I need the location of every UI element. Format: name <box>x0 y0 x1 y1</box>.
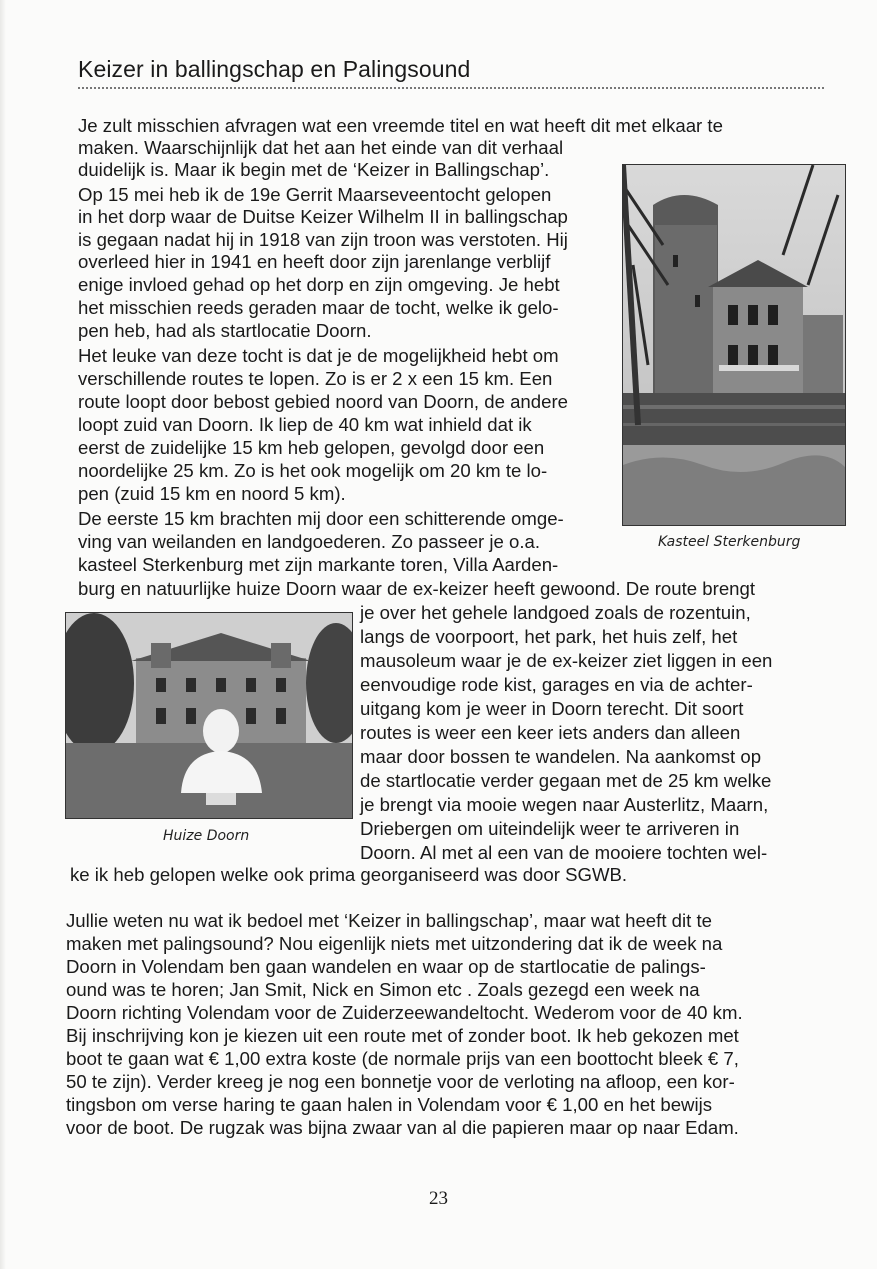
text-line: in het dorp waar de Duitse Keizer Wilhelm II in ballingschap <box>78 206 568 227</box>
page-header <box>78 56 824 89</box>
huize-doorn-photo <box>65 612 353 819</box>
text-line: loopt zuid van Doorn. Ik liep de 40 km wat inhield dat ik <box>78 414 532 435</box>
text-line: Op 15 mei heb ik de 19e Gerrit Maarseveentocht gelopen <box>78 184 552 205</box>
page-edge <box>0 0 6 1269</box>
page-number: 23 <box>429 1188 448 1209</box>
text-line: het misschien reeds geraden maar de tocht, welke ik gelo- <box>78 297 559 318</box>
text-line: Driebergen om uiteindelijk weer te arriveren in <box>360 818 740 839</box>
house-illustration <box>66 613 352 818</box>
text-line: enige invloed gehad op het dorp en zijn omgeving. Je hebt <box>78 274 560 295</box>
text-line: burg en natuurlijke huize Doorn waar de ex-keizer heeft gewoond. De route brengt <box>78 578 756 599</box>
text-line: boot te gaan wat € 1,00 extra koste (de normale prijs van een boottocht bleek € 7, <box>66 1048 739 1069</box>
text-line: je brengt via mooie wegen naar Austerlitz, Maarn, <box>360 794 769 815</box>
text-line: De eerste 15 km brachten mij door een schitterende omge- <box>78 508 564 529</box>
text-line: ound was te horen; Jan Smit, Nick en Simon etc . Zoals gezegd een week na <box>66 979 700 1000</box>
text-line: ving van weilanden en landgoederen. Zo passeer je o.a. <box>78 531 541 552</box>
text-line: maar door bossen te wandelen. Na aankomst op <box>360 746 762 767</box>
text-line: routes is weer een keer iets anders dan alleen <box>360 722 741 743</box>
text-line: tingsbon om verse haring te gaan halen in Volendam voor € 1,00 en het bewijs <box>66 1094 713 1115</box>
text-line: Bij inschrijving kon je kiezen uit een route met of zonder boot. Ik heb gekozen met <box>66 1025 739 1046</box>
text-line: Jullie weten nu wat ik bedoel met ‘Keizer in ballingschap’, maar wat heeft dit te <box>66 910 712 931</box>
castle-caption: Kasteel Sterkenburg <box>658 534 801 550</box>
text-line: voor de boot. De rugzak was bijna zwaar van al die papieren maar op naar Edam. <box>66 1117 739 1138</box>
text-line: Doorn in Volendam ben gaan wandelen en waar op de startlocatie de palings- <box>66 956 706 977</box>
text-line: route loopt door bebost gebied noord van Doorn, de andere <box>78 391 568 412</box>
text-line: Het leuke van deze tocht is dat je de mogelijkheid hebt om <box>78 345 559 366</box>
text-line: pen (zuid 15 km en noord 5 km). <box>78 483 346 504</box>
text-line: kasteel Sterkenburg met zijn markante toren, Villa Aarden- <box>78 554 559 575</box>
text-line: 50 te zijn). Verder kreeg je nog een bonnetje voor de verloting na afloop, een kor- <box>66 1071 735 1092</box>
castle-illustration <box>623 165 845 525</box>
text-line: pen heb, had als startlocatie Doorn. <box>78 320 372 341</box>
text-line: duidelijk is. Maar ik begin met de ‘Keizer in Ballingschap’. <box>78 159 550 180</box>
text-line: overleed hier in 1941 en heeft door zijn jarenlange verblijf <box>78 251 551 272</box>
text-line: langs de voorpoort, het park, het huis zelf, het <box>360 626 738 647</box>
house-caption: Huize Doorn <box>163 828 250 844</box>
article-title: Keizer in ballingschap en Palingsound <box>78 56 471 82</box>
text-line: maken met palingsound? Nou eigenlijk niets met uitzondering dat ik de week na <box>66 933 723 954</box>
text-line: Je zult misschien afvragen wat een vreemde titel en wat heeft dit met elkaar te <box>78 115 723 136</box>
text-line: je over het gehele landgoed zoals de rozentuin, <box>360 602 751 623</box>
text-line: Doorn richting Volendam voor de Zuiderzeewandeltocht. Wederom voor de 40 km. <box>66 1002 743 1023</box>
text-line: ke ik heb gelopen welke ook prima georganiseerd was door SGWB. <box>70 864 628 885</box>
text-line: verschillende routes te lopen. Zo is er 2 x een 15 km. Een <box>78 368 553 389</box>
text-line: mausoleum waar je de ex-keizer ziet liggen in een <box>360 650 773 671</box>
castle-photo <box>622 164 846 526</box>
text-line: de startlocatie verder gegaan met de 25 km welke <box>360 770 772 791</box>
text-line: is gegaan nadat hij in 1918 van zijn troon was verstoten. Hij <box>78 229 568 250</box>
text-line: uitgang kom je weer in Doorn terecht. Dit soort <box>360 698 744 719</box>
text-line: eerst de zuidelijke 15 km heb gelopen, gevolgd door een <box>78 437 545 458</box>
text-line: maken. Waarschijnlijk dat het aan het einde van dit verhaal <box>78 137 564 158</box>
text-line: Doorn. Al met al een van de mooiere tochten wel- <box>360 842 768 863</box>
text-line: noordelijke 25 km. Zo is het ook mogelijk om 20 km te lo- <box>78 460 548 481</box>
text-line: eenvoudige rode kist, garages en via de achter- <box>360 674 753 695</box>
